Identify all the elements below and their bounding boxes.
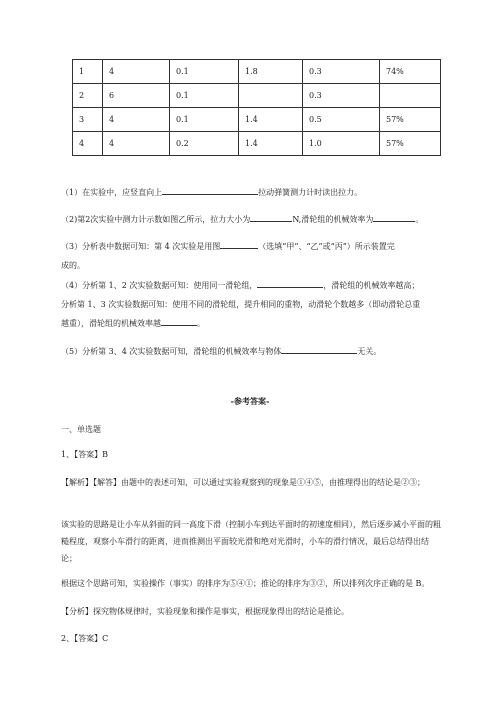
table-cell: 2 [73, 84, 103, 108]
table-cell: 1.4 [239, 132, 303, 156]
table-cell: 0.3 [303, 84, 380, 108]
table-cell: 4 [103, 60, 170, 84]
question-3-text-mid: （选填“甲”、“乙”或“丙”）所示装置完 [258, 242, 395, 251]
answer-1-explanation-4: 【分析】探究物体规律时，实验现象和操作是事实，根据现象得出的结论是推论。 [61, 607, 349, 616]
question-4 [61, 276, 441, 295]
answer-blank[interactable] [281, 344, 357, 354]
section-heading: 一、单选题 [61, 425, 101, 434]
answer-1: 1、【答案】B [61, 450, 108, 459]
answer-1-explanation-3: 根据这个思路可知，实验操作（事实）的排序为⑤④①；推论的排序为③②，所以排列次序正确的是 B。 [61, 579, 430, 588]
table-cell: 0.2 [170, 132, 239, 156]
table-cell: 3 [73, 108, 103, 132]
answer-2: 2、【答案】C [61, 634, 109, 643]
table-cell: 0.1 [170, 108, 239, 132]
table-cell: 57% [380, 108, 441, 132]
table-cell: 0.1 [170, 84, 239, 108]
table-cell [239, 84, 303, 108]
answer-blank[interactable] [250, 212, 292, 222]
question-1-text-start: （1）在实验中，应竖直向上 [61, 188, 163, 197]
question-4-text-mid: ，滑轮组的机械效率越高； [323, 281, 420, 290]
question-1 [61, 183, 441, 202]
table-cell: 1.4 [239, 108, 303, 132]
table-cell: 4 [73, 132, 103, 156]
question-5-text-start: （5）分析第 3、4 次实验数据可知，滑轮组的机械效率与物体 [61, 347, 282, 356]
table-cell: 0.1 [170, 60, 239, 84]
table-row [73, 132, 441, 156]
table-cell: 4 [103, 108, 170, 132]
answer-1-explanation-2: 该实验的思路是让小车从斜面的同一高度下滑（控制小车到达平面时的初速度相同），然后逐步减小平面的粗糙程度，观察小车滑行的距离，进而推测出平面较光滑和绝对光滑时，小车的滑行情况，最后总结得出结论； [61, 520, 441, 563]
table-row [73, 84, 441, 108]
table-cell: 4 [103, 132, 170, 156]
table-cell: 1.8 [239, 60, 303, 84]
answer-section-title: -参考答案- [230, 396, 270, 406]
answer-blank[interactable] [220, 239, 258, 249]
question-4-text-line3: 越重），滑轮组的机械效率越 [61, 319, 161, 328]
answer-blank[interactable] [161, 316, 197, 326]
question-2-text-end: 。 [415, 215, 424, 224]
table-cell: 6 [103, 84, 170, 108]
table-cell: 0.5 [303, 108, 380, 132]
question-4-text-end: 。 [197, 319, 205, 328]
table-cell: 0.3 [303, 60, 380, 84]
answer-blank[interactable] [257, 278, 323, 288]
question-3-text-start: （3）分析表中数据可知：第 4 次实验是用图 [61, 242, 221, 251]
table-cell [380, 84, 441, 108]
question-4-text-line2: 分析第 1、3 次实验数据可知：使用不同的滑轮组，提升相同的重物，动滑轮个数越多（即动滑轮总重 [61, 300, 421, 309]
question-5-text-end: 无关。 [357, 347, 382, 356]
table-row [73, 108, 441, 132]
question-4-text-start: （4）分析第 1、2 次实验数据可知：使用同一滑轮组， [61, 281, 258, 290]
answer-blank[interactable] [162, 185, 258, 195]
question-3 [61, 237, 441, 256]
table-cell: 1 [73, 60, 103, 84]
question-1-text-end: 拉动弹簧测力计时读出拉力。 [258, 188, 363, 197]
question-3-text-end: 成的。 [61, 261, 85, 270]
table-cell: 74% [380, 60, 441, 84]
question-3-cont [61, 256, 441, 275]
answer-1-explanation-1: 【解析】【解答】由题中的表述可知，可以通过实验观察到的现象是①④⑤，由推理得出的结论是②③； [61, 478, 425, 487]
question-2-text-start: （2)第2次实验中测力计示数如图乙所示，拉力大小为 [61, 215, 251, 224]
answer-blank[interactable] [373, 212, 415, 222]
table-cell: 1.0 [303, 132, 380, 156]
experiment-data-table [72, 59, 441, 156]
question-5 [61, 342, 441, 361]
table-row [73, 60, 441, 84]
table-cell: 57% [380, 132, 441, 156]
question-4-line-2 [61, 295, 441, 314]
question-4-line-3 [61, 314, 441, 333]
question-2-text-mid: N,滑轮组的机械效率为 [292, 215, 374, 224]
question-2 [61, 210, 441, 229]
